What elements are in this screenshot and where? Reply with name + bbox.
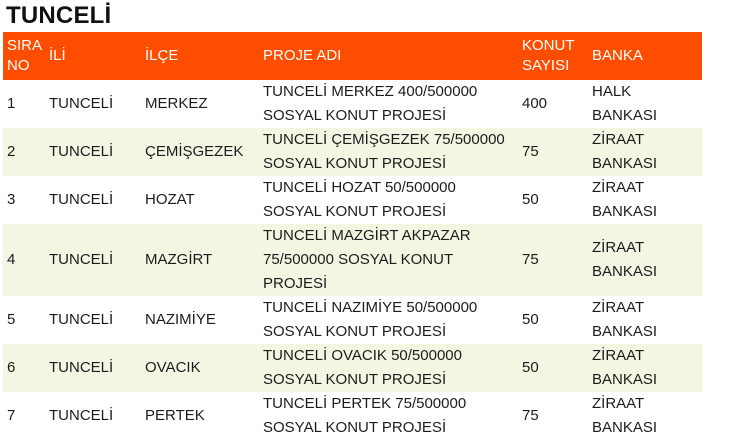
table-body <box>3 80 702 440</box>
header-proje-adi: PROJE ADI <box>259 32 518 80</box>
housing-projects-table <box>3 32 702 440</box>
cell-banka <box>588 296 702 344</box>
cell-il: TUNCELİ <box>45 128 141 176</box>
cell-sira-no: 4 <box>3 224 45 296</box>
cell-proje-adi <box>259 392 518 440</box>
cell-ilce: PERTEK <box>141 392 259 440</box>
proje-adi-line: TUNCELİ MERKEZ 400/500000 <box>263 83 478 100</box>
cell-il: TUNCELİ <box>45 392 141 440</box>
proje-adi-line: PROJESİ <box>263 275 328 292</box>
table-row <box>3 392 702 440</box>
page-title: TUNCELİ <box>6 2 112 29</box>
banka-line: ZİRAAT <box>592 395 645 412</box>
cell-proje-adi <box>259 176 518 224</box>
header-ilce: İLÇE <box>141 32 259 80</box>
table-header-row <box>3 32 702 80</box>
cell-konut-sayisi: 50 <box>518 344 588 392</box>
banka-line: ZİRAAT <box>592 299 645 316</box>
table-row <box>3 224 702 296</box>
proje-adi-line: SOSYAL KONUT PROJESİ <box>263 371 447 388</box>
cell-banka <box>588 344 702 392</box>
table-row <box>3 296 702 344</box>
header-konut-sayisi <box>518 32 588 80</box>
banka-line: BANKASI <box>592 419 658 436</box>
cell-proje-adi <box>259 344 518 392</box>
proje-adi-line: SOSYAL KONUT PROJESİ <box>263 155 447 172</box>
cell-ilce: OVACIK <box>141 344 259 392</box>
banka-line: BANKASI <box>592 155 658 172</box>
cell-banka <box>588 128 702 176</box>
header-sira-line1: SIRA <box>7 37 43 54</box>
cell-il: TUNCELİ <box>45 344 141 392</box>
header-konut-line2: SAYISI <box>522 57 570 74</box>
table-row <box>3 80 702 128</box>
cell-il: TUNCELİ <box>45 224 141 296</box>
banka-line: BANKASI <box>592 107 658 124</box>
proje-adi-line: TUNCELİ MAZGİRT AKPAZAR <box>263 227 471 244</box>
banka-line: BANKASI <box>592 263 658 280</box>
proje-adi-line: 75/500000 SOSYAL KONUT <box>263 251 454 268</box>
proje-adi-line: TUNCELİ HOZAT 50/500000 <box>263 179 456 196</box>
cell-sira-no: 2 <box>3 128 45 176</box>
banka-line: HALK <box>592 83 632 100</box>
cell-banka <box>588 80 702 128</box>
proje-adi-line: TUNCELİ ÇEMİŞGEZEK 75/500000 <box>263 131 505 148</box>
table-row <box>3 176 702 224</box>
header-banka: BANKA <box>588 32 702 80</box>
cell-banka <box>588 224 702 296</box>
cell-ilce: HOZAT <box>141 176 259 224</box>
cell-konut-sayisi: 400 <box>518 80 588 128</box>
banka-line: BANKASI <box>592 323 658 340</box>
proje-adi-line: SOSYAL KONUT PROJESİ <box>263 203 447 220</box>
table-row <box>3 344 702 392</box>
cell-proje-adi <box>259 128 518 176</box>
cell-sira-no: 1 <box>3 80 45 128</box>
banka-line: ZİRAAT <box>592 239 645 256</box>
proje-adi-line: SOSYAL KONUT PROJESİ <box>263 107 447 124</box>
proje-adi-line: TUNCELİ PERTEK 75/500000 <box>263 395 467 412</box>
cell-ilce: ÇEMİŞGEZEK <box>141 128 259 176</box>
cell-il: TUNCELİ <box>45 176 141 224</box>
cell-konut-sayisi: 75 <box>518 392 588 440</box>
banka-line: BANKASI <box>592 371 658 388</box>
cell-proje-adi <box>259 224 518 296</box>
cell-banka <box>588 176 702 224</box>
cell-banka <box>588 392 702 440</box>
banka-line: ZİRAAT <box>592 347 645 364</box>
cell-sira-no: 6 <box>3 344 45 392</box>
cell-proje-adi <box>259 80 518 128</box>
header-ili: İLİ <box>45 32 141 80</box>
banka-line: ZİRAAT <box>592 179 645 196</box>
cell-sira-no: 7 <box>3 392 45 440</box>
cell-proje-adi <box>259 296 518 344</box>
proje-adi-line: TUNCELİ OVACIK 50/500000 <box>263 347 462 364</box>
cell-konut-sayisi: 75 <box>518 128 588 176</box>
banka-line: BANKASI <box>592 203 658 220</box>
header-sira-line2: NO <box>7 57 30 74</box>
proje-adi-line: SOSYAL KONUT PROJESİ <box>263 419 447 436</box>
cell-konut-sayisi: 50 <box>518 176 588 224</box>
header-sira-no <box>3 32 45 80</box>
cell-il: TUNCELİ <box>45 296 141 344</box>
proje-adi-line: SOSYAL KONUT PROJESİ <box>263 323 447 340</box>
cell-sira-no: 5 <box>3 296 45 344</box>
cell-ilce: MERKEZ <box>141 80 259 128</box>
cell-ilce: MAZGİRT <box>141 224 259 296</box>
proje-adi-line: TUNCELİ NAZIMİYE 50/500000 <box>263 299 478 316</box>
cell-konut-sayisi: 75 <box>518 224 588 296</box>
cell-ilce: NAZIMİYE <box>141 296 259 344</box>
cell-konut-sayisi: 50 <box>518 296 588 344</box>
table-row <box>3 128 702 176</box>
cell-sira-no: 3 <box>3 176 45 224</box>
banka-line: ZİRAAT <box>592 131 645 148</box>
header-konut-line1: KONUT <box>522 37 575 54</box>
cell-il: TUNCELİ <box>45 80 141 128</box>
